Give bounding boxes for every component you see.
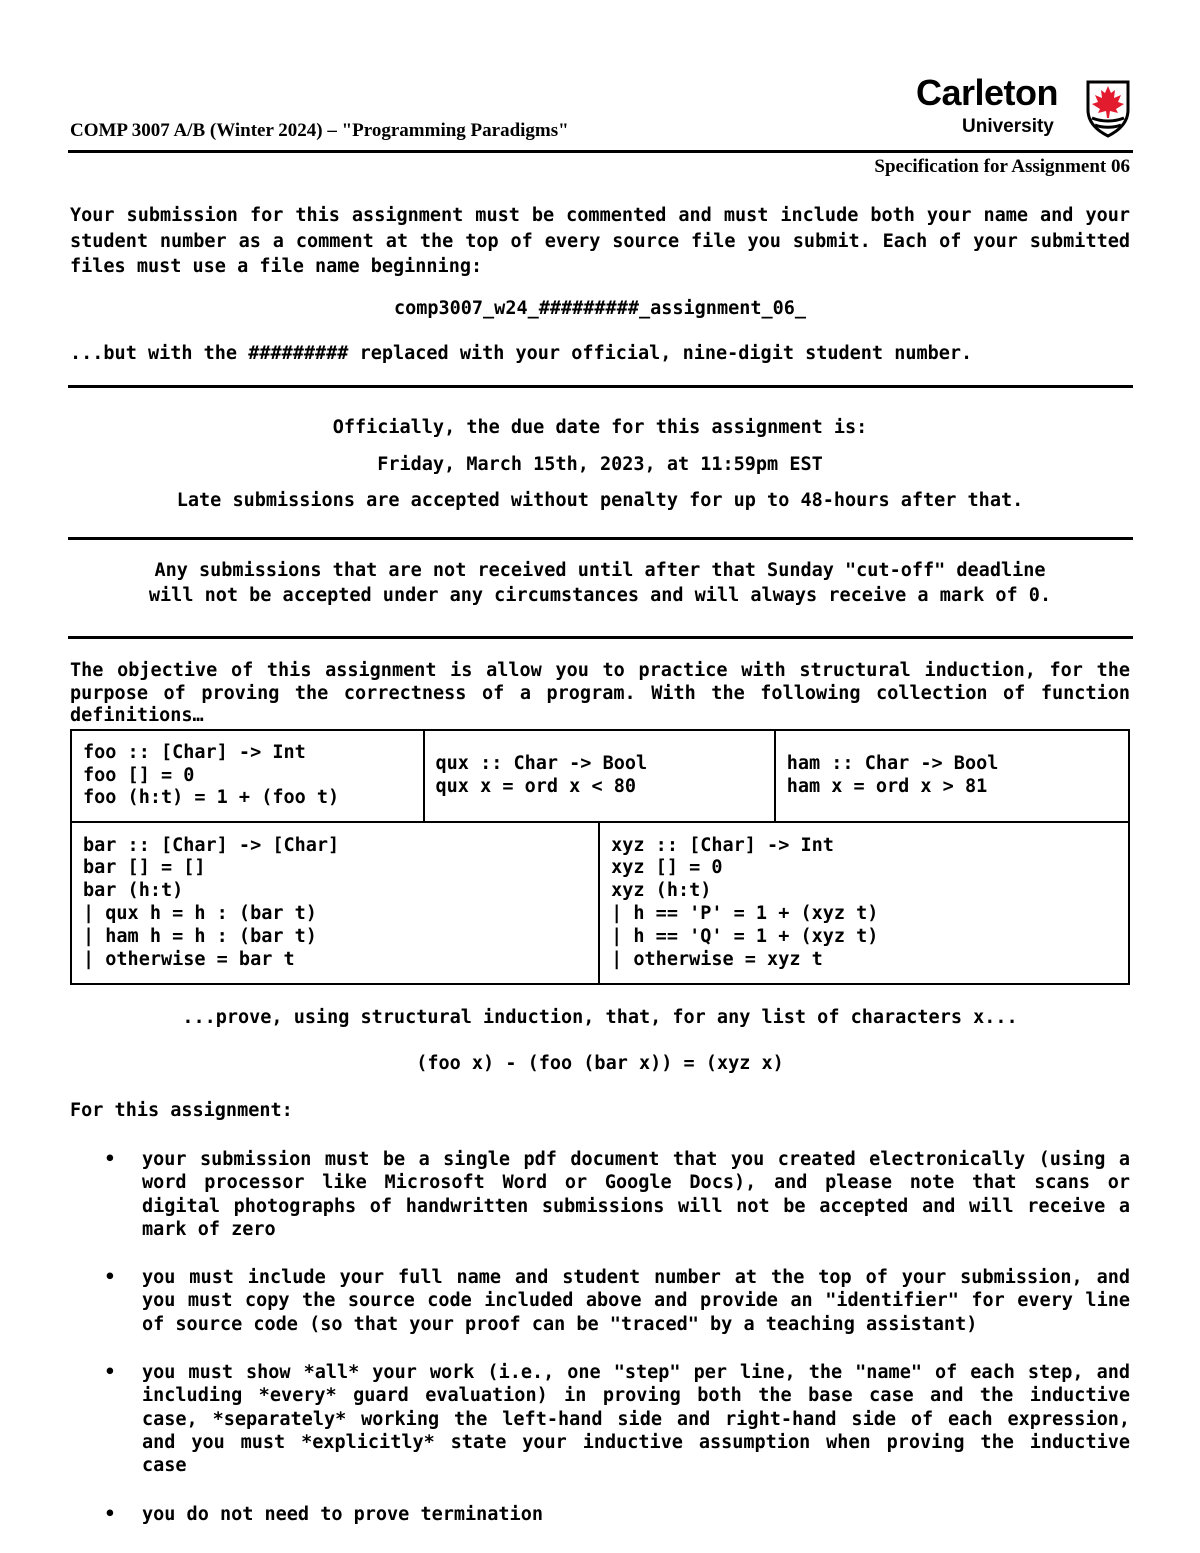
maple-leaf-crest-icon — [1086, 80, 1130, 138]
list-item — [70, 1148, 1130, 1241]
page-header — [70, 72, 1132, 158]
code-bar: bar :: [Char] -> [Char] bar [] = [] bar (h:t) | qux h = h : (bar t) | ham h = h : (bar t) | otherwise = bar t — [71, 822, 599, 984]
code-xyz: xyz :: [Char] -> Int xyz [] = 0 xyz (h:t) | h == 'P' = 1 + (xyz t) | h == 'Q' = 1 + (xyz t) | otherwise = xyz t — [599, 822, 1129, 984]
code-ham: ham :: Char -> Bool ham x = ord x > 81 — [775, 730, 1129, 822]
intro-paragraph: Your submission for this assignment must be commented and must include both your name and your student number as a comment at the top of every source file you submit. Each of your submitted files must use a file name beginning: — [70, 205, 1130, 277]
due-intro: Officially, the due date for this assignment is: — [332, 417, 868, 438]
requirements-heading: For this assignment: — [70, 1100, 293, 1121]
list-item — [70, 1503, 1130, 1526]
section-divider — [68, 385, 1133, 388]
spec-title: Specification for Assignment 06 — [874, 156, 1130, 177]
cutoff-line-2: will not be accepted under any circumstances and will always receive a mark of 0. — [148, 585, 1052, 606]
code-qux: qux :: Char -> Bool qux x = ord x < 80 — [424, 730, 775, 822]
course-title: COMP 3007 A/B (Winter 2024) – "Programming Paradigms" — [70, 120, 569, 141]
carleton-logo — [916, 72, 1130, 144]
logo-wordmark: Carleton — [916, 72, 1059, 113]
bullet-icon: • — [104, 1503, 116, 1525]
list-item — [70, 1266, 1130, 1336]
late-policy: Late submissions are accepted without penalty for up to 48-hours after that. — [176, 490, 1024, 511]
section-divider — [68, 636, 1133, 639]
header-divider — [68, 150, 1133, 153]
requirement-text: your submission must be a single pdf document that you created electronically (using a word processor like Microsoft Word or Google Docs), and please note that scans or digital photographs of handwritten submissions will not be accepted and will receive a mark of zero — [142, 1149, 1130, 1240]
bullet-icon: • — [104, 1267, 116, 1289]
logo-subtitle: University — [962, 116, 1054, 137]
objective-paragraph: The objective of this assignment is allow you to practice with structural induction, for the purpose of proving the correctness of a program. With the following collection of function definitions… — [70, 660, 1130, 726]
cutoff-line-1: Any submissions that are not received until after that Sunday "cut-off" deadline — [154, 560, 1046, 581]
requirement-text: you must include your full name and student number at the top of your submission, and you must copy the source code included above and provide an "identifier" for every line of source code (so that your proof can be "traced" by a teaching assistant) — [142, 1267, 1130, 1335]
bullet-icon: • — [104, 1362, 116, 1384]
bullet-icon: • — [104, 1149, 116, 1170]
code-foo: foo :: [Char] -> Int foo [] = 0 foo (h:t) = 1 + (foo t) — [71, 730, 424, 822]
function-definitions-table — [70, 729, 1130, 985]
requirement-text: you must show *all* your work (i.e., one "step" per line, the "name" of each step, and including *every* guard evaluation) in proving both the base case and the inductive case, *separately* working the left-hand side and right-hand side of each expression, and you must *explicitly* state your inductive assumption when proving the inductive case — [142, 1362, 1130, 1477]
list-item — [70, 1361, 1130, 1477]
due-date: Friday, March 15th, 2023, at 11:59pm EST — [377, 454, 823, 475]
replace-note: ...but with the ######### replaced with your official, nine-digit student number. — [70, 343, 973, 364]
proof-expression: (foo x) - (foo (bar x)) = (xyz x) — [416, 1053, 784, 1074]
prove-statement: ...prove, using structural induction, that, for any list of characters x... — [182, 1007, 1018, 1028]
section-divider — [68, 537, 1133, 540]
requirements-list — [70, 1148, 1130, 1551]
requirement-text: you do not need to prove termination — [142, 1503, 543, 1525]
filename-pattern: comp3007_w24_#########_assignment_06_ — [393, 298, 807, 319]
